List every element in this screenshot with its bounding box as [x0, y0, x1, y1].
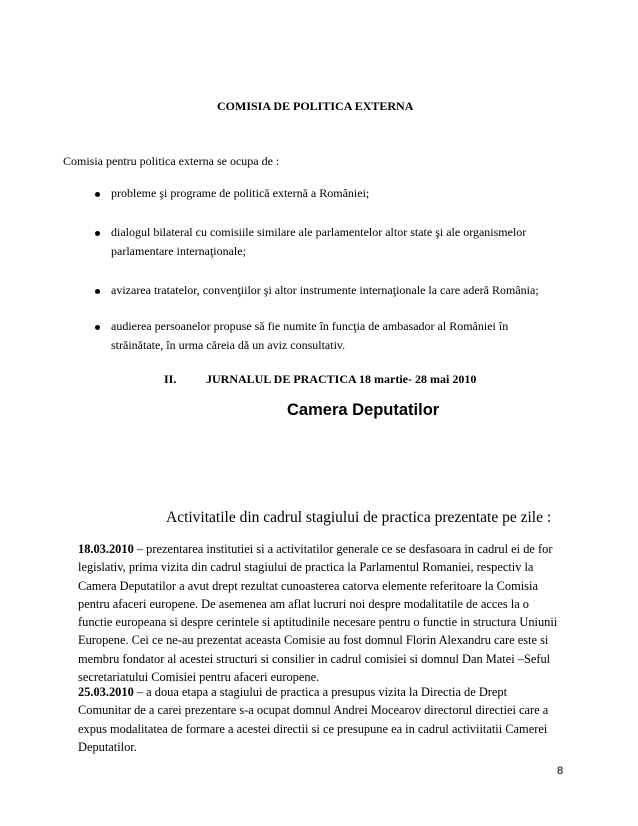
bullet-icon [95, 231, 100, 236]
entry-text: functie europeana si despre cerintele si aptitudinile necesare pentru o functie in structura Uniunii [78, 615, 558, 630]
list-item-line: probleme şi programe de politică externă a României; [111, 186, 370, 200]
journal-entry [78, 683, 588, 756]
entry-date: 18.03.2010 [78, 542, 134, 556]
bullet-icon [95, 192, 100, 197]
section-title: JURNALUL DE PRACTICA 18 martie- 28 mai 2010 [206, 372, 477, 386]
intro-text: Comisia pentru politica externa se ocupa de : [63, 154, 280, 168]
bullet-icon [95, 325, 100, 330]
list-item-line: avizarea tratatelor, convenţiilor şi altor instrumente internaţionale la care aderă România; [111, 283, 539, 297]
list-item-line: audierea persoanelor propuse să fie numite în funcţia de ambasador al României în [111, 319, 509, 333]
activities-heading: Activitatile din cadrul stagiului de practica prezentate pe zile : [166, 509, 552, 526]
entry-text: expus modalitatea de formare a acestei directii si ce presupune ea in cadrul activiitatii Camerei [78, 721, 548, 736]
entry-text: Europene. Cei ce ne-au prezentat aceasta Comisie au fost domnul Florin Alexandru care este si [78, 633, 549, 648]
page-number: 8 [557, 765, 564, 777]
entry-text: membru fondator al acestei structuri si consilier in cadrul comisiei si domnul Dan Matei –Seful [78, 651, 551, 666]
entry-date: 25.03.2010 [78, 685, 134, 699]
section-number: II. [164, 372, 177, 386]
entry-text: legislativ, prima vizita din cadrul stagiului de practica la Parlamentul Romaniei, respectiv la [78, 560, 534, 575]
entry-text: pentru afaceri europene. De asemenea am aflat lucruri noi despre modalitatile de acces la o [78, 596, 529, 611]
bullet-icon [95, 289, 100, 294]
entry-text: – prezentarea institutiei si a activitatilor generale ce se desfasoara in cadrul ei de for [133, 542, 553, 556]
list-item-line: străinătate, în urma căreia dă un aviz consultativ. [111, 338, 346, 352]
entry-text: Camera Deputatilor a avut drept rezultat cunoasterea catorva elemente referitoare la Comisia [78, 578, 538, 593]
list-item-line: dialogul bilateral cu comisiile similare ale parlamentelor altor state şi ale organismelor [111, 225, 527, 239]
entry-text: Deputatilor. [78, 739, 137, 754]
entry-text: secretariatului Comisiei pentru afaceri europene. [78, 670, 320, 685]
journal-entry [78, 540, 588, 686]
page-title: COMISIA DE POLITICA EXTERNA [217, 99, 414, 113]
institution-heading: Camera Deputatilor [287, 401, 440, 419]
entry-text: Comunitar de a carei prezentare s-a ocupat domnul Andrei Mocearov directorul directiei care a [78, 703, 549, 718]
entry-text: – a doua etapa a stagiului de practica a presupus vizita la Directia de Drept [133, 685, 508, 699]
list-item-line: parlamentare internaţionale; [111, 244, 246, 258]
